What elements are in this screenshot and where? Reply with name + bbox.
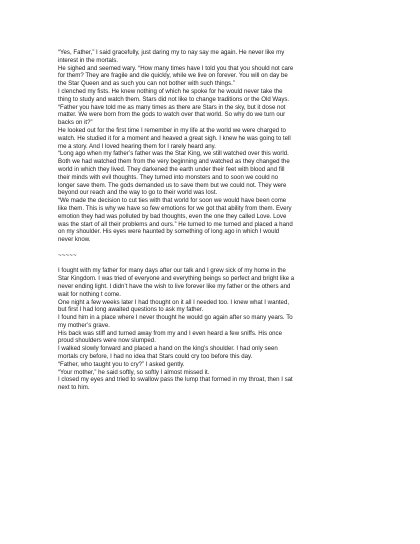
text-line: was the start of all their problems and ours.” He turned to me turned and placed a hand <box>58 220 293 228</box>
text-line: for them? They are fragile and die quickly, while we live on forever. You will on day be <box>58 72 288 80</box>
blank-line <box>58 260 366 268</box>
text-line: backs on it?” <box>58 119 93 127</box>
text-line: never ending light. I didn’t have the wish to live forever like my father or the others and <box>58 282 291 290</box>
text-line: on my shoulder. His eyes were haunted by something of long ago in which I would <box>58 228 280 236</box>
text-line: thing to study and watch them. Stars did not like to change traditions or the Old Ways. <box>58 95 290 103</box>
text-line: world in which they lived. They darkened the earth under their feet with blood and fill <box>58 165 285 173</box>
text-line: “Father, who taught you to cry?” I asked gently. <box>58 360 185 368</box>
text-line: “Your mother,” he said softly, so softly I almost missed it. <box>58 368 210 376</box>
text-line: mortals cry before, I had no idea that Stars could cry too before this day. <box>58 353 253 361</box>
text-line: I walked slowly forward and placed a hand on the king’s shoulder. I had only seen <box>58 345 278 353</box>
text-line: interest in the mortals. <box>58 56 118 64</box>
document-page <box>58 49 366 392</box>
text-line: emotion they had was polluted by bad thoughts, even the one they called Love. Love <box>58 212 287 220</box>
text-line: I clenched my fists. He knew nothing of which he spoke for he would never take the <box>58 87 283 95</box>
text-line: the Star Queen and as such you can not bother with such things.” <box>58 80 235 88</box>
text-line: I closed my eyes and tried to swallow pass the lump that formed in my throat, then I sat <box>58 376 293 384</box>
story-part-one <box>58 49 366 244</box>
text-line: longer save them. The gods demanded us to save them but we could not. They were <box>58 181 287 189</box>
text-line: He looked out for the first time I remember in my life at the world we were charged to <box>58 126 286 134</box>
text-line: matter. We were born from the gods to watch over that world. So why do we turn our <box>58 111 286 119</box>
text-line: One night a few weeks later I had thought on it all I needed too. I knew what I wanted, <box>58 298 290 306</box>
text-line: Star Kingdom. I was tried of everyone and everything beings so perfect and bright like a <box>58 275 295 283</box>
text-line: their minds with evil thoughts. They turned into monsters and to soon we could no <box>58 173 279 181</box>
blank-line <box>58 244 366 252</box>
text-line: He sighed and seemed wary. “How many times have I told you that you should not care <box>58 64 294 72</box>
text-line: beyond our reach and the way to go to their world was lost. <box>58 189 218 197</box>
story-part-two <box>58 267 366 392</box>
text-line: I found him in a place where I never thought he would go again after so many years. To <box>58 314 293 322</box>
text-line: me a story. And I loved hearing them for I rarely heard any. <box>58 142 216 150</box>
text-line: “We made the decision to cut ties with that world for soon we would have been come <box>58 197 287 205</box>
text-line: “Father you have told me as many times as there are Stars in the sky, but it dose not <box>58 103 286 111</box>
scene-separator: ~~~~~ <box>58 251 77 259</box>
text-line: His back was stiff and turned away from my and I even heard a few sniffs. His once <box>58 329 282 337</box>
text-line: but first I had long awaited questions to ask my father. <box>58 306 204 314</box>
text-line: “Long ago when my father’s father was the Star King, we still watched over this world. <box>58 150 289 158</box>
text-line: proud shoulders were now slumped. <box>58 337 156 345</box>
text-line: my mother’s grave. <box>58 321 110 329</box>
text-line: Both we had watched them from the very beginning and watched as they changed the <box>58 158 290 166</box>
text-line: next to him. <box>58 384 90 392</box>
text-line: watch. He studied it for a moment and heaved a great sigh. I knew he was going to tell <box>58 134 291 142</box>
text-line: I fought with my father for many days after our talk and I grew sick of my home in the <box>58 267 286 275</box>
text-line: like them. This is why we have so few emotions for we got that ability from them. Every <box>58 204 292 212</box>
text-line: wait for nothing t come. <box>58 290 121 298</box>
text-line: never know. <box>58 236 91 244</box>
text-line: “Yes, Father,” I said gracefully, just daring my to nay say me again. He never like my <box>58 49 285 56</box>
